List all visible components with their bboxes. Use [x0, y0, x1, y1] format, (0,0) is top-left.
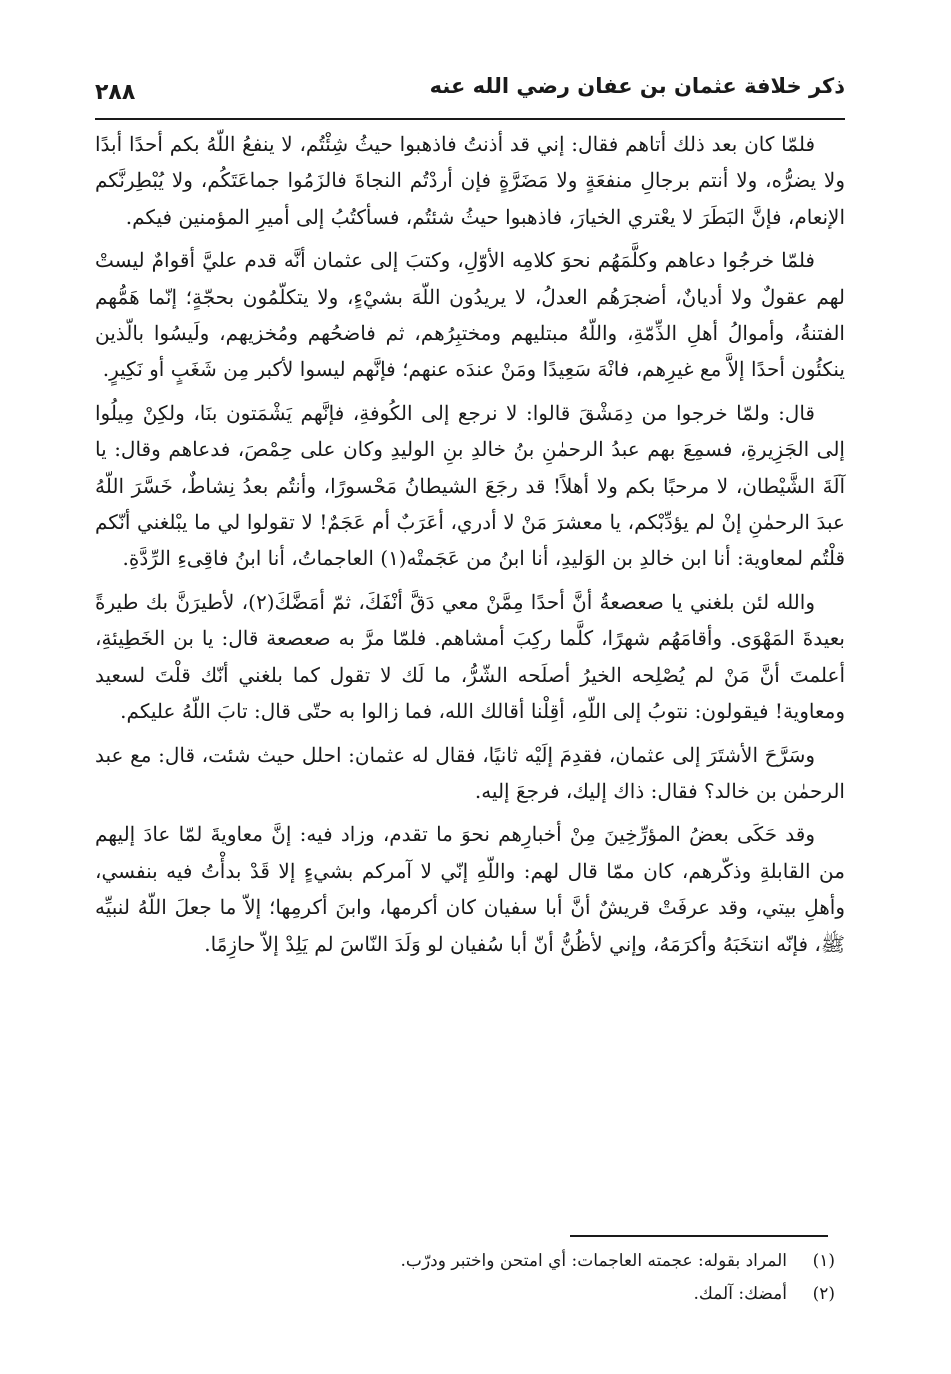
page-number: ٢٨٨	[95, 80, 136, 105]
paragraph: قال: ولمّا خرجوا من دِمَشْقَ قالوا: لا نرجع إلى الكُوفةِ، فإنَّهم يَشْمَتون بنَا، ولكِنْ مِيلُوا إلى الجَزِيرةِ، فسمِعَ بهم عبدُ الرحمٰنِ بنُ خالدِ بنِ الوليدِ وكان على حِمْصَ، فدعاهم وقال: يا آلَةَ الشَّيْطان، لا مرحبًا بكم ولا أهلاً! قد رجَعَ الشيطانُ مَحْسورًا، وأنتُم بعدُ نِشاطٌ، خَسَّرَ اللّهُ عبدَ الرحمٰنِ إنْ لم يؤدِّبْكم، يا معشرَ مَنْ لا أدري، أعَرَبٌ أم عَجَمٌ! لا تقولوا لي ما يبْلغني أنّكم قلْتُم لمعاوية: أنا ابن خالدِ بن الوَليدِ، أنا ابنُ من عَجَمتْه(١) العاجماتُ، أنا ابنُ فاقِىءِ الرِّدَّةِ.	[95, 400, 845, 571]
paragraph: فلمّا خرجُوا دعاهم وكلَّمَهُم نحوَ كلامِه الأوّلِ، وكتبَ إلى عثمان أنَّه قدم عليَّ أقوامٌ ليستْ لهم عقولٌ ولا أديانٌ، أضجرَهُم العدلُ، لا يريدُون اللّهَ بشيْءٍ، ولا يتكلّمُون بحجّةٍ؛ إنّما هَمُّهم الفتنةُ، وأموالُ أهلِ الذِّمّةِ، واللّهُ مبتليهم ومختبِرُهم، ثم فاضحُهم ومُخزيهم، ولَيسُوا بالّذين ينكئُون أحدًا إلاَّ مع غيرِهم، فانْهَ سَعِيدًا ومَنْ عندَه عنهم؛ فإنَّهم ليسوا لأكبر مِن شَغَبٍ أو نَكِيرٍ.	[95, 248, 845, 382]
paragraph: وسَرَّحَ الأشتَرَ إلى عثمان، فقدِمَ إلَيْه ثانيًا، فقال له عثمان: احلل حيث شئت، قال: مع عبد الرحمٰن بن خالد؟ فقال: ذاك إليك، فرجعَ إليه.	[95, 742, 845, 803]
footnote	[95, 1278, 835, 1311]
paragraph: فلمّا كان بعد ذلك أتاهم فقال: إني قد أذنتُ فاذهبوا حيثُ شِئْتُم، لا ينفعُ اللّهُ بكم أحدًا أبدًا ولا يضرُّه، ولا أنتم برجالِ منفعَةٍ ولا مَضَرَّةٍ فإن أردْتُم النجاةَ فالزَمُوا جماعَتَكُم، ولا يُبْطِرنَّكم الإنعام، فإنَّ البَطَرَ لا يعْتري الخيارَ، فاذهبوا حيثُ شئتُم، فسأكتُبُ إلى أميرِ المؤمنين فيكم.	[95, 132, 845, 229]
footnotes	[95, 1245, 835, 1311]
running-title: ذكر خلافة عثمان بن عفان رضي الله عنه	[429, 74, 845, 98]
paragraph: وقد حَكَى بعضُ المؤرِّخِينَ مِنْ أخبارِهم نحوَ ما تقدم، وزاد فيه: إنَّ معاويةَ لمّا عادَ إليهم من القابلةِ وذكّرهم، كان ممّا قال لهم: واللّهِ إنّي لا آمركم بشيءٍ إلا قَدْ بدأْتُ فيه بنفسي، وأهلِ بيتي، وقد عرفَتْ قريشٌ أنَّ أبا سفيان كان أكرمها، وابنَ أكرمِها؛ إلاّ ما جعلَ اللّهُ لنبيِّه ﷺ، فإنّه انتخَبَهُ وأكرَمَهُ، وإني لأظُنُّ أنّ أبا سُفيان لو وَلَدَ النّاسَ لم يَلِدْ إلاّ حازِمًا.	[95, 822, 845, 956]
footnote-text: المراد بقوله: عجمته العاجمات: أي امتحن واختبر ودرّب.	[400, 1251, 787, 1271]
footnote	[95, 1245, 835, 1278]
footnote-separator	[570, 1235, 828, 1237]
body-text	[95, 126, 845, 969]
footnote-text: أمضك: آلمك.	[693, 1284, 787, 1304]
footnote-number: (٢)	[812, 1284, 835, 1304]
footnote-number: (١)	[812, 1251, 835, 1271]
page-header	[95, 70, 845, 120]
paragraph: والله لئن بلغني يا صعصعةُ أنَّ أحدًا مِمَّنْ معي دَقَّ أنْفَكَ، ثمّ أمَضَّكَ(٢)، لأطيرَنَّ بك طيرةً بعيدةَ المَهْوَى. وأقامَهُم شهرًا، كلَّما ركِبَ أمشاهم. فلمّا مرَّ به صعصعة قال: يا بن الخَطِيئةِ، أعلمتَ أنَّ مَنْ لم يُصْلِحه الخيرُ أصلَحه الشّرُّ، ما لَك لا تقول كما بلغني أنّك قلْتَ لسعيد ومعاوية! فيقولون: نتوبُ إلى اللّهِ، أقِلْنا أقالك الله، فما زالوا به حتّى قال: تابَ اللّهُ عليكم.	[95, 589, 845, 724]
